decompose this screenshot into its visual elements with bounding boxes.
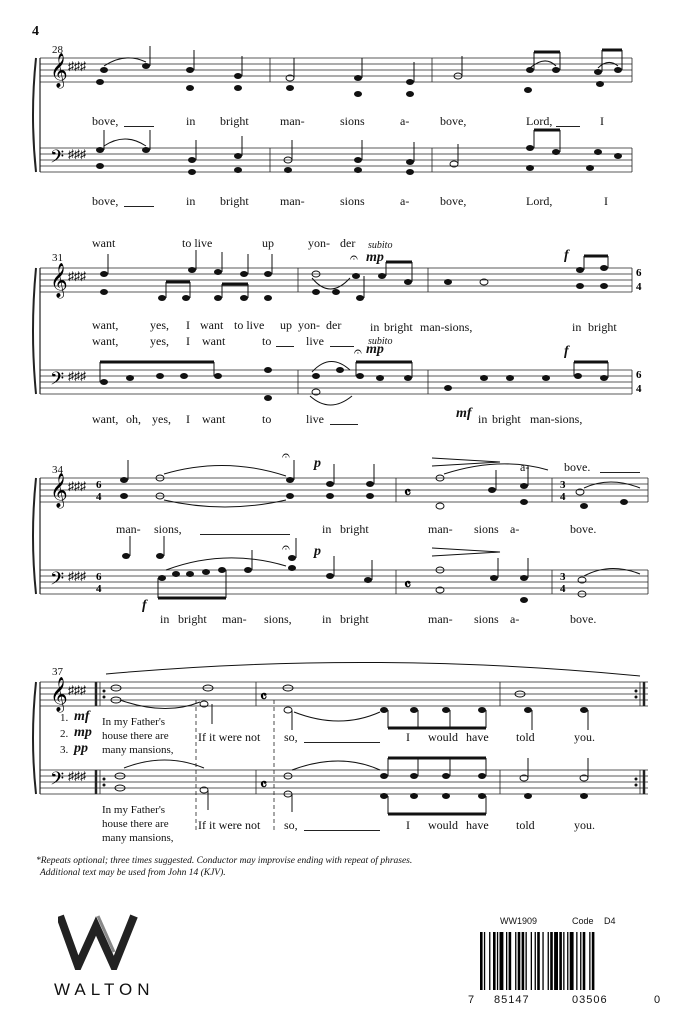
lyric: bove, — [440, 194, 467, 208]
dynamic-pp: pp — [74, 741, 88, 756]
barcode-bar — [509, 932, 512, 990]
svg-text:♯♯♯: ♯♯♯ — [68, 147, 86, 161]
lyric: I — [406, 730, 410, 744]
lyric: yon- — [308, 236, 330, 250]
lyric: bright — [220, 114, 249, 128]
lyric: to live — [182, 236, 213, 250]
svg-text:3: 3 — [560, 571, 566, 583]
barcode-bar — [518, 932, 521, 990]
dynamic-f: f — [142, 598, 147, 613]
dynamic-mf: mf — [74, 709, 90, 724]
lyric: would — [428, 818, 458, 832]
lyric: sions — [340, 114, 365, 128]
svg-text:𝄴: 𝄴 — [260, 689, 268, 706]
barcode-bar — [500, 932, 504, 990]
lyric: have — [466, 730, 489, 744]
barcode-bar — [570, 932, 574, 990]
lyric: bright — [340, 612, 369, 626]
lyric: would — [428, 730, 458, 744]
barcode-bar — [506, 932, 507, 990]
barcode-bar — [535, 932, 536, 990]
barcode-bar — [489, 932, 490, 990]
lyric: so, — [284, 818, 298, 832]
lyric: der — [340, 236, 356, 250]
barcode-icon — [478, 932, 650, 992]
barcode-bar — [548, 932, 549, 990]
lyric: want, — [92, 318, 119, 332]
svg-text:𝄞: 𝄞 — [50, 53, 68, 88]
lyric: I — [406, 818, 410, 832]
svg-text:𝄞: 𝄞 — [50, 473, 68, 508]
svg-text:♯♯♯: ♯♯♯ — [68, 59, 86, 73]
lyric: told — [516, 818, 535, 832]
svg-text:♯♯♯: ♯♯♯ — [68, 269, 86, 283]
lyric: in — [572, 320, 582, 334]
lyric: bove, — [92, 194, 119, 208]
lyric: sions, — [264, 612, 292, 626]
lyric: bright — [588, 320, 617, 334]
lyric: man- — [428, 612, 453, 626]
barcode-bar — [537, 932, 540, 990]
lyric: in — [186, 114, 196, 128]
lyric: If it were not — [198, 818, 261, 832]
barcode-digit: 03506 — [572, 994, 608, 1006]
lyric: I — [186, 334, 190, 348]
lyric: yes, — [150, 334, 169, 348]
lyric: sions — [340, 194, 365, 208]
svg-text:♯♯♯: ♯♯♯ — [68, 569, 86, 583]
barcode-bar — [554, 932, 558, 990]
lyric: house there are — [102, 730, 169, 742]
lyric: yes, — [152, 412, 171, 426]
verse-number: 1. — [60, 712, 69, 724]
barcode-bar — [576, 932, 577, 990]
lyric: Lord, — [526, 114, 553, 128]
lyric: I — [186, 412, 190, 426]
lyric: want, — [92, 412, 119, 426]
lyric: man- — [280, 194, 305, 208]
barcode-bar — [515, 932, 516, 990]
lyric: bright — [384, 320, 413, 334]
lyric: bove, — [440, 114, 467, 128]
lyric: I — [604, 194, 608, 208]
footnote-line-1: *Repeats optional; three times suggested. Conductor may improvise ending with repeat of phrases. — [36, 856, 413, 866]
barcode-bar — [542, 932, 543, 990]
verse-number: 3. — [60, 744, 69, 756]
lyric: Lord, — [526, 194, 553, 208]
lyric: bright — [178, 612, 207, 626]
lyric: bright — [340, 522, 369, 536]
lyric: sions — [474, 612, 499, 626]
barcode-bar — [589, 932, 590, 990]
subito-marking: subito — [368, 336, 393, 347]
lyric: to — [262, 412, 272, 426]
lyric: want — [92, 236, 116, 250]
measure-number: 31 — [52, 252, 63, 264]
svg-text:4: 4 — [96, 583, 102, 595]
lyric: In my Father's — [102, 716, 166, 728]
lyric: live — [306, 334, 324, 348]
lyric: a- — [520, 460, 530, 474]
lyric: you. — [574, 730, 595, 744]
svg-text:𝄐: 𝄐 — [354, 345, 362, 360]
svg-text:𝄐: 𝄐 — [282, 449, 290, 464]
lyric: told — [516, 730, 535, 744]
dynamic-f: f — [564, 248, 569, 263]
lyric: der — [326, 318, 342, 332]
lyric: to — [262, 334, 272, 348]
svg-text:4: 4 — [560, 491, 566, 503]
svg-text:4: 4 — [636, 281, 642, 293]
lyric: man- — [280, 114, 305, 128]
walton-logo-icon — [58, 912, 138, 970]
svg-text:𝄢: 𝄢 — [50, 369, 65, 394]
svg-text:6: 6 — [636, 369, 642, 381]
barcode-digit: 85147 — [494, 994, 530, 1006]
lyric: in — [322, 522, 332, 536]
barcode-bar — [522, 932, 525, 990]
svg-text:6: 6 — [96, 571, 102, 583]
lyric: in — [160, 612, 170, 626]
lyric: sions, — [154, 522, 182, 536]
code-value: D4 — [604, 916, 616, 926]
lyric: up — [280, 318, 292, 332]
lyric: live — [306, 412, 324, 426]
barcode-bar — [550, 932, 553, 990]
svg-text:4: 4 — [560, 583, 566, 595]
barcode-bar — [484, 932, 485, 990]
dynamic-mp: mp — [74, 725, 92, 740]
lyric: I — [600, 114, 604, 128]
dynamic-mf: mf — [456, 406, 472, 421]
lyric: I — [186, 318, 190, 332]
lyric: man- — [116, 522, 141, 536]
lyric: have — [466, 818, 489, 832]
svg-text:𝄐: 𝄐 — [282, 541, 290, 556]
dynamic-mp: mp — [366, 342, 384, 357]
lyric: in — [322, 612, 332, 626]
lyric: In my Father's — [102, 804, 166, 816]
lyric: house there are — [102, 818, 169, 830]
lyric: want, — [92, 334, 119, 348]
svg-text:𝄞: 𝄞 — [50, 677, 68, 712]
barcode-bar — [526, 932, 527, 990]
lyric: many mansions, — [102, 744, 174, 756]
lyric: bright — [220, 194, 249, 208]
barcode-bar — [580, 932, 581, 990]
lyric: If it were not — [198, 730, 261, 744]
lyric: up — [262, 236, 274, 250]
lyric: in — [186, 194, 196, 208]
barcode-bar — [583, 932, 586, 990]
lyric: a- — [400, 114, 410, 128]
barcode-bar — [531, 932, 532, 990]
measure-number: 28 — [52, 44, 63, 56]
lyric: so, — [284, 730, 298, 744]
page-number: 4 — [32, 24, 39, 39]
barcode-bar — [480, 932, 483, 990]
barcode-digit: 0 — [654, 994, 662, 1006]
measure-number: 37 — [52, 666, 63, 678]
barcode-bar — [559, 932, 562, 990]
barcode-digit: 7 — [468, 994, 476, 1006]
lyric: a- — [510, 612, 520, 626]
code-label: Code — [572, 916, 594, 926]
lyric: man-sions, — [420, 320, 473, 334]
svg-text:𝄴: 𝄴 — [404, 485, 412, 502]
lyric: in — [370, 320, 380, 334]
lyric: sions — [474, 522, 499, 536]
lyric: want — [200, 318, 224, 332]
barcode-bar — [497, 932, 498, 990]
extender-line — [304, 742, 380, 743]
lyric: bove. — [564, 460, 591, 474]
svg-text:♯♯♯: ♯♯♯ — [68, 369, 86, 383]
lyric: bove. — [570, 612, 597, 626]
lyric: to live — [234, 318, 265, 332]
svg-text:𝄢: 𝄢 — [50, 769, 65, 794]
svg-text:𝄢: 𝄢 — [50, 569, 65, 594]
subito-marking: subito — [368, 240, 393, 251]
svg-text:𝄴: 𝄴 — [260, 777, 268, 794]
publisher-name: WALTON — [54, 980, 155, 999]
dynamic-f: f — [564, 344, 569, 359]
lyric: want — [202, 334, 226, 348]
lyric: yes, — [150, 318, 169, 332]
svg-text:♯♯♯: ♯♯♯ — [68, 769, 86, 783]
lyric: bove. — [570, 522, 597, 536]
lyric: you. — [574, 818, 595, 832]
lyric: yon- — [298, 318, 320, 332]
svg-text:3: 3 — [560, 479, 566, 491]
svg-text:4: 4 — [636, 383, 642, 395]
lyric: in — [478, 412, 488, 426]
barcode-bar — [567, 932, 568, 990]
lyric: man- — [222, 612, 247, 626]
lyric: bright — [492, 412, 521, 426]
svg-text:♯♯♯: ♯♯♯ — [68, 683, 86, 697]
svg-text:♯♯♯: ♯♯♯ — [68, 479, 86, 493]
dynamic-p: p — [314, 544, 321, 559]
measure-number: 34 — [52, 464, 63, 476]
svg-text:𝄐: 𝄐 — [350, 251, 358, 266]
barcode-bar — [493, 932, 496, 990]
svg-text:6: 6 — [636, 267, 642, 279]
catalog-number: WW1909 — [500, 916, 538, 926]
lyric: want — [202, 412, 226, 426]
barcode-bar — [563, 932, 564, 990]
dynamic-p: p — [314, 456, 321, 471]
svg-text:𝄢: 𝄢 — [50, 147, 65, 172]
lyric: a- — [510, 522, 520, 536]
lyric: bove, — [92, 114, 119, 128]
svg-text:𝄞: 𝄞 — [50, 263, 68, 298]
svg-text:6: 6 — [96, 479, 102, 491]
lyric: a- — [400, 194, 410, 208]
footnote-line-2: Additional text may be used from John 14 (KJV). — [40, 868, 226, 878]
barcode-bar — [592, 932, 595, 990]
svg-text:4: 4 — [96, 491, 102, 503]
lyric: many mansions, — [102, 832, 174, 844]
lyric: man- — [428, 522, 453, 536]
extender-line — [304, 830, 380, 831]
verse-number: 2. — [60, 728, 69, 740]
lyric: man-sions, — [530, 412, 583, 426]
svg-text:𝄴: 𝄴 — [404, 577, 412, 594]
dynamic-mp: mp — [366, 250, 384, 265]
lyric: oh, — [126, 412, 141, 426]
